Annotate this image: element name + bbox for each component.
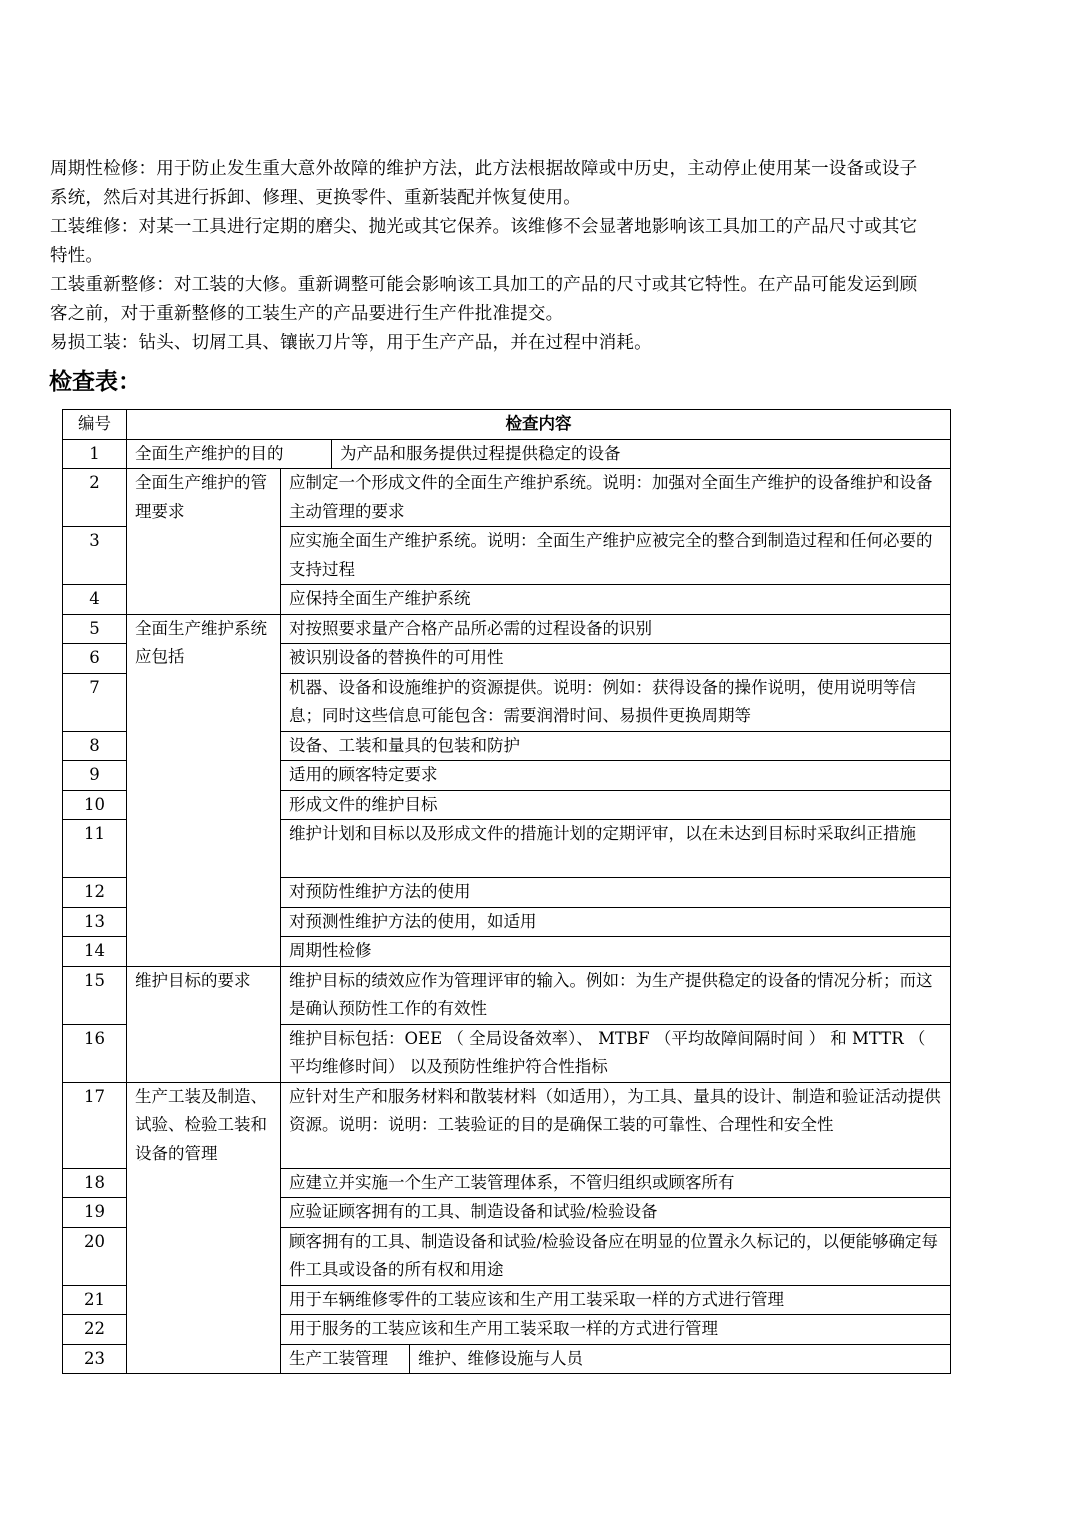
purpose-content: 为产品和服务提供过程提供稳定的设备 [340,443,621,463]
row-content: 对按照要求量产合格产品所必需的过程设备的识别 [281,614,951,644]
row-content: 适用的顾客特定要求 [281,761,951,791]
row-num: 18 [63,1168,127,1198]
row-content: 应验证顾客拥有的工具、制造设备和试验/检验设备 [281,1198,951,1228]
row-content: 形成文件的维护目标 [281,790,951,820]
row-num: 8 [63,731,127,761]
row-content: 被识别设备的替换件的可用性 [281,644,951,674]
row-content: 对预测性维护方法的使用，如适用 [281,907,951,937]
section-heading: 检查表： [49,369,141,395]
tooling-label: 生产工装管理 [281,1345,410,1374]
row-content: 应针对生产和服务材料和散装材料（如适用），为工具、量具的设计、制造和验证活动提供资源。说明：说明：工装验证的目的是确保工装的可靠性、合理性和安全性 [281,1082,951,1168]
row-num: 7 [63,673,127,731]
row-content: 周期性检修 [281,937,951,967]
row-num: 15 [63,966,127,1024]
row-content: 对预防性维护方法的使用 [281,878,951,908]
row-content [127,439,951,469]
category-cell: 维护目标的要求 [127,966,281,1082]
row-num: 21 [63,1285,127,1315]
row-num: 17 [63,1082,127,1168]
row-content: 机器、设备和设施维护的资源提供。说明：例如：获得设备的操作说明，使用说明等信息；同时这些信息可能包含：需要润滑时间、易损件更换周期等 [281,673,951,731]
category-cell: 全面生产维护的管理要求 [127,469,281,615]
table-row [63,469,951,527]
table-row [63,1082,951,1168]
row-content: 用于车辆维修零件的工装应该和生产用工装采取一样的方式进行管理 [281,1285,951,1315]
row-content: 设备、工装和量具的包装和防护 [281,731,951,761]
row-content: 顾客拥有的工具、制造设备和试验/检验设备应在明显的位置永久标记的，以便能够确定每件工具或设备的所有权和用途 [281,1227,951,1285]
purpose-label: 全面生产维护的目的 [127,440,332,469]
row-num: 20 [63,1227,127,1285]
row-content: 应实施全面生产维护系统。说明：全面生产维护应被完全的整合到制造过程和任何必要的支持过程 [281,527,951,585]
row-num: 10 [63,790,127,820]
row-num: 13 [63,907,127,937]
row-num: 6 [63,644,127,674]
row-num: 3 [63,527,127,585]
header-num: 编号 [63,410,127,440]
tooling-content: 维护、维修设施与人员 [418,1348,583,1368]
row-content [281,1344,951,1374]
table-row [63,614,951,644]
row-num: 16 [63,1024,127,1082]
row-content: 用于服务的工装应该和生产用工装采取一样的方式进行管理 [281,1315,951,1345]
paragraph: 易损工装：钻头、切屑工具、镶嵌刀片等，用于生产产品，并在过程中消耗。 [50,333,652,353]
paragraph: 工装维修：对某一工具进行定期的磨尖、抛光或其它保养。该维修不会显著地影响该工具加工的产品尺寸或其它特性。 [50,217,918,266]
table-row [63,439,951,469]
row-num: 14 [63,937,127,967]
row-num: 23 [63,1344,127,1374]
row-num: 1 [63,439,127,469]
row-num: 4 [63,585,127,615]
row-content: 维护目标包括：OEE （ 全局设备效率）、 MTBF （平均故障间隔时间 ） 和 MTTR （ 平均维修时间） 以及预防性维护符合性指标 [281,1024,951,1082]
checklist-table [62,409,951,1374]
row-num: 12 [63,878,127,908]
category-cell: 全面生产维护系统应包括 [127,614,281,966]
row-content: 应制定一个形成文件的全面生产维护系统。说明：加强对全面生产维护的设备维护和设备主动管理的要求 [281,469,951,527]
row-content: 维护目标的绩效应作为管理评审的输入。例如：为生产提供稳定的设备的情况分析；而这是确认预防性工作的有效性 [281,966,951,1024]
row-content: 应建立并实施一个生产工装管理体系，不管归组织或顾客所有 [281,1168,951,1198]
header-content: 检查内容 [127,410,951,440]
paragraph: 工装重新整修：对工装的大修。重新调整可能会影响该工具加工的产品的尺寸或其它特性。在产品可能发运到顾客之前，对于重新整修的工装生产的产品要进行生产件批准提交。 [50,275,918,324]
row-content: 应保持全面生产维护系统 [281,585,951,615]
row-content: 维护计划和目标以及形成文件的措施计划的定期评审，以在未达到目标时采取纠正措施 [281,820,951,878]
row-num: 9 [63,761,127,791]
row-num: 22 [63,1315,127,1345]
table-header-row [63,410,951,440]
paragraph: 周期性检修：用于防止发生重大意外故障的维护方法，此方法根据故障或中历史，主动停止使用某一设备或设子系统，然后对其进行拆卸、修理、更换零件、重新装配并恢复使用。 [50,159,918,208]
table-row [63,966,951,1024]
row-num: 11 [63,820,127,878]
row-num: 2 [63,469,127,527]
definitions [50,155,920,358]
row-num: 5 [63,614,127,644]
category-cell: 生产工装及制造、试验、检验工装和设备的管理 [127,1082,281,1374]
row-num: 19 [63,1198,127,1228]
